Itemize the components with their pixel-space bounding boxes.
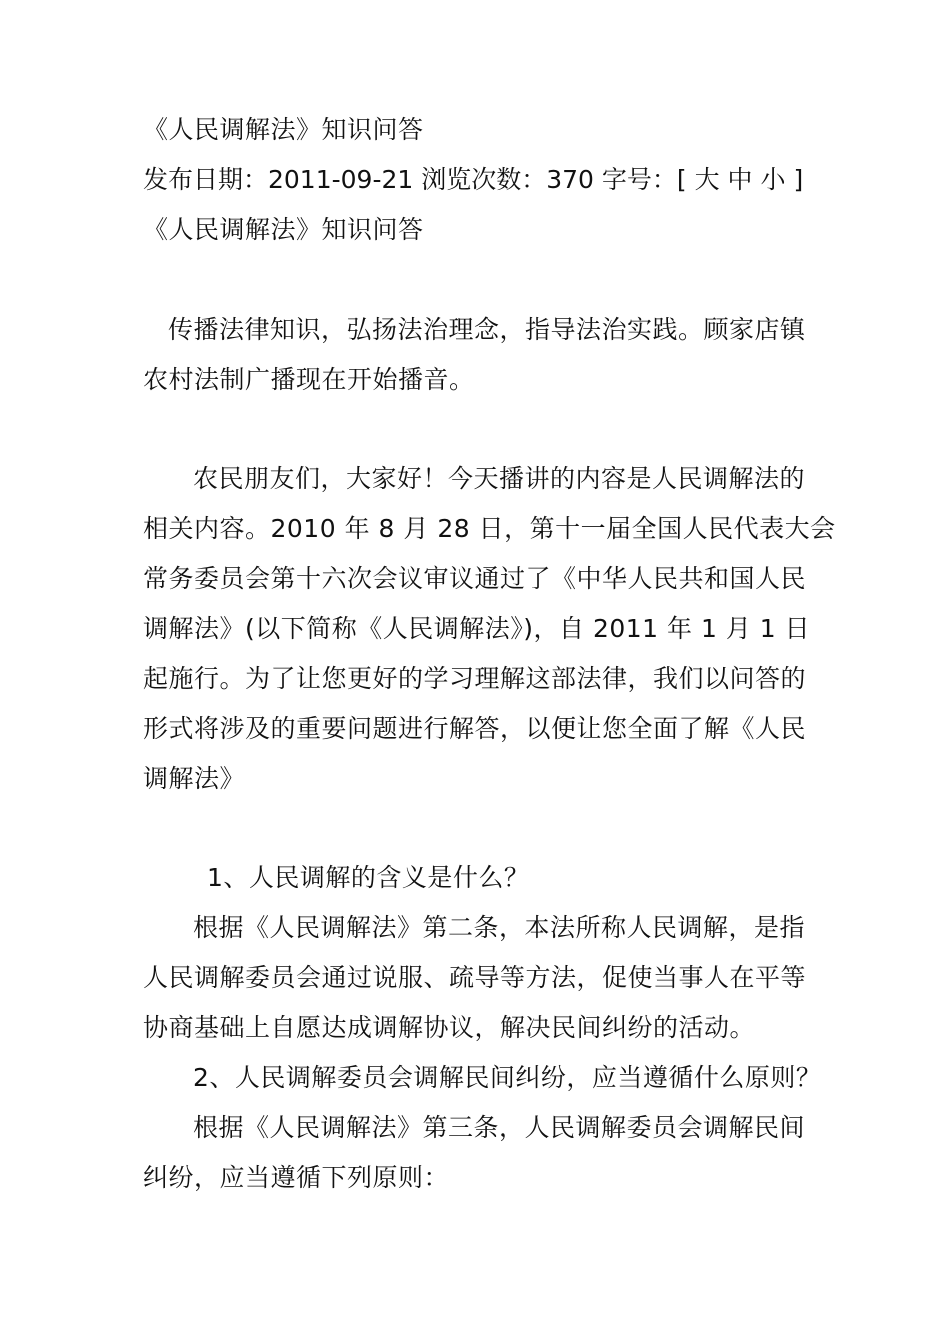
greeting-line: 调解法》 — [143, 764, 246, 793]
greeting-line: 起施行。为了让您更好的学习理解这部法律，我们以问答的 — [143, 664, 807, 693]
document-title: 《人民调解法》知识问答 — [143, 115, 424, 144]
answer-1-line: 协商基础上自愿达成调解协议，解决民间纠纷的活动。 — [143, 1013, 756, 1042]
document-title-repeat: 《人民调解法》知识问答 — [143, 215, 424, 244]
greeting-line: 农民朋友们，大家好！今天播讲的内容是人民调解法的 — [193, 464, 806, 493]
answer-1-line: 根据《人民调解法》第二条，本法所称人民调解，是指 — [193, 913, 806, 942]
intro-line: 农村法制广播现在开始播音。 — [143, 365, 475, 394]
greeting-line: 相关内容。2010 年 8 月 28 日，第十一届全国人民代表大会 — [143, 514, 836, 543]
greeting-line: 形式将涉及的重要问题进行解答，以便让您全面了解《人民 — [143, 714, 807, 743]
intro-line: 传播法律知识，弘扬法治理念，指导法治实践。顾家店镇 — [168, 315, 806, 344]
publish-meta: 发布日期：2011-09-21 浏览次数：370 字号：[ 大 中 小 ] — [143, 165, 804, 194]
answer-2-line: 根据《人民调解法》第三条，人民调解委员会调解民间 — [193, 1113, 806, 1142]
greeting-line: 调解法》(以下简称《人民调解法》)，自 2011 年 1 月 1 日 — [143, 614, 811, 643]
question-2: 2、人民调解委员会调解民间纠纷，应当遵循什么原则？ — [193, 1063, 822, 1092]
answer-1-line: 人民调解委员会通过说服、疏导等方法，促使当事人在平等 — [143, 963, 807, 992]
question-1: 1、人民调解的含义是什么？ — [207, 863, 530, 892]
greeting-line: 常务委员会第十六次会议审议通过了《中华人民共和国人民 — [143, 564, 807, 593]
answer-2-line: 纠纷，应当遵循下列原则： — [143, 1163, 450, 1192]
